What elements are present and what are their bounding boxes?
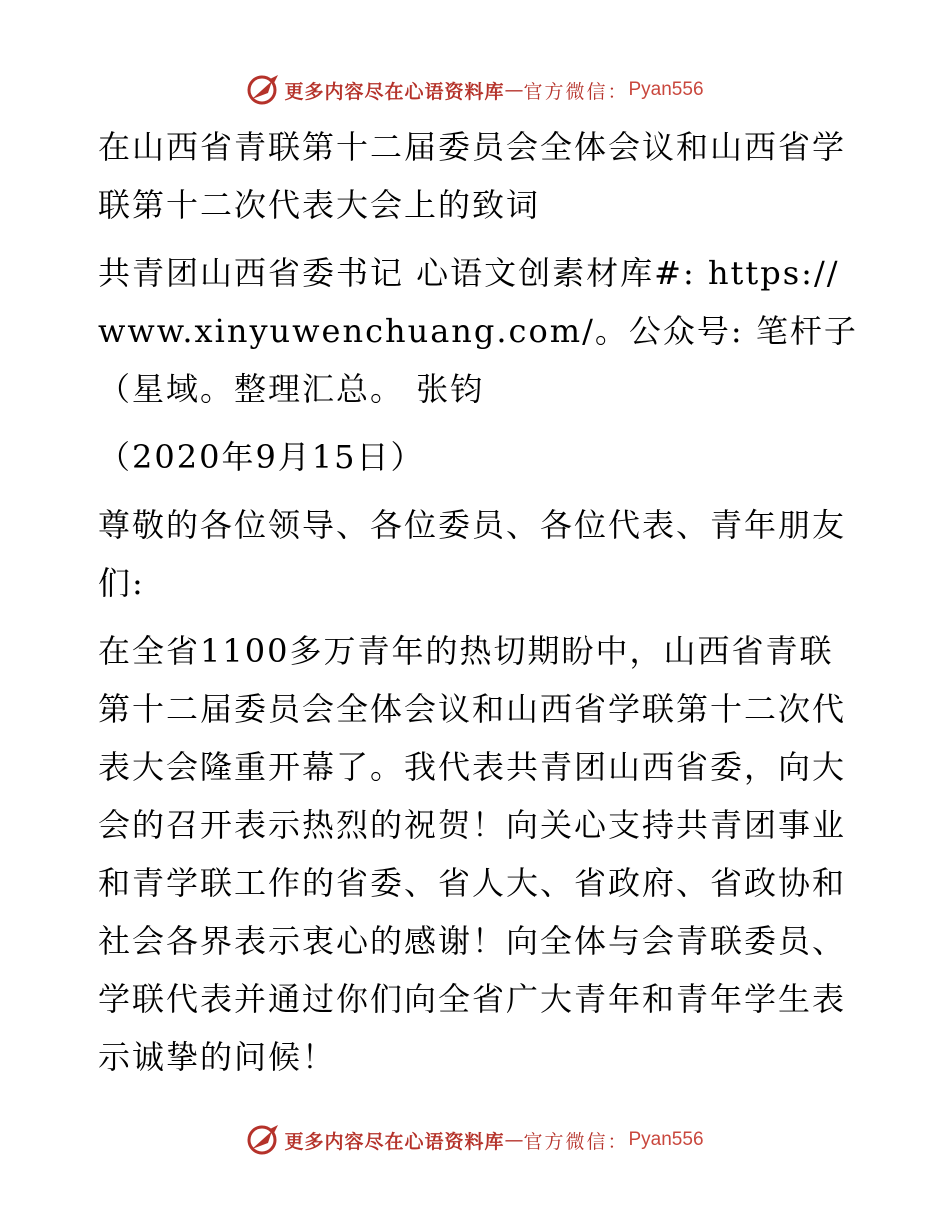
watermark-separator: —: [504, 1129, 524, 1151]
watermark-official: 官方微信：: [523, 80, 629, 103]
watermark-brand: 更多内容尽在心语资料库: [284, 1130, 505, 1153]
quill-logo-icon: [246, 1123, 280, 1157]
watermark-separator: —: [504, 79, 524, 101]
watermark-id: Pyan556: [628, 79, 704, 100]
watermark-brand: 更多内容尽在心语资料库: [284, 80, 505, 103]
quill-logo-icon: [246, 73, 280, 107]
watermark-official: 官方微信：: [523, 1130, 629, 1153]
speech-date: （2020年9月15日）: [98, 438, 425, 476]
watermark-header: [0, 70, 950, 110]
watermark-id: Pyan556: [628, 1129, 704, 1150]
body-paragraph: 在全省1100多万青年的热切期盼中，山西省青联第十二届委员会全体会议和山西省学联第十二次代表大会隆重开幕了。我代表共青团山西省委，向大会的召开表示热烈的祝贺！向关心支持共青团事业和青学联工作的省委、省人大、省政府、省政协和社会各界表示衷心的感谢！向全体与会青联委员、学联代表并通过你们向全省广大青年和青年学生表示诚挚的问候！: [98, 632, 847, 1076]
salutation: 尊敬的各位领导、各位委员、各位代表、青年朋友们:: [98, 506, 847, 602]
document-title: 在山西省青联第十二届委员会全体会议和山西省学联第十二次代表大会上的致词: [98, 128, 847, 224]
author-line: 共青团山西省委书记 心语文创素材库#: https://www.xinyuwenchuang.com/。公众号: 笔杆子（星域。整理汇总。 张钧: [98, 254, 858, 408]
watermark-footer: [0, 1120, 950, 1160]
document-body: [98, 118, 858, 1096]
